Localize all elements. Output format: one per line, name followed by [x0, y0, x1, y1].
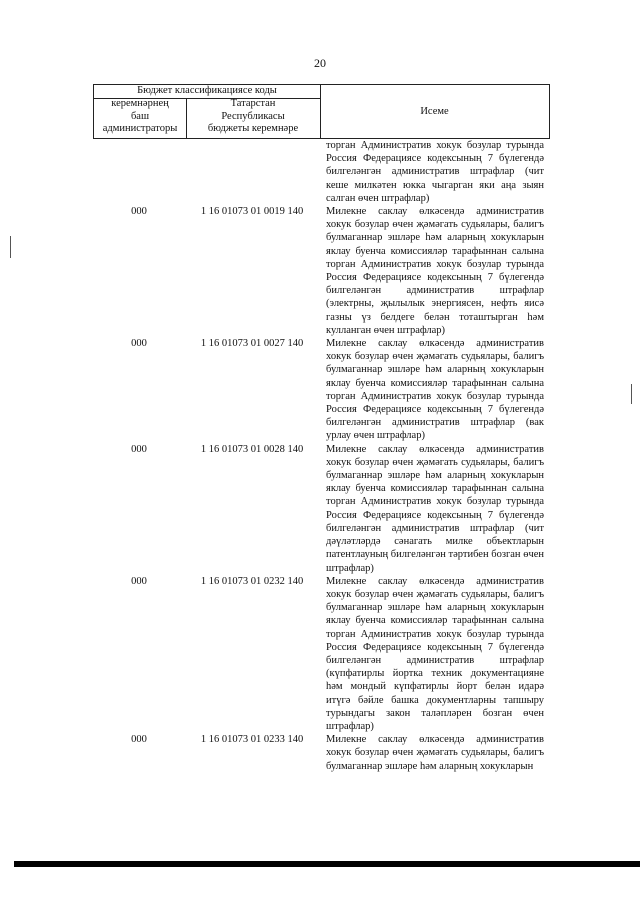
scan-edge-bar: [14, 861, 640, 867]
row-description: торган Административ хокук бозулар турында Россия Федерациясе кодексының 7 бүлегендә билгеләнгән административ штрафлар (чит кеше милкәтен юкка чыгарган яки аңа зыян салган өчен штрафлар): [326, 140, 544, 204]
table-row: [93, 139, 550, 205]
header-chief-administrator: [94, 98, 187, 138]
row-revenue-code: 1 16 01073 01 0027 140: [200, 338, 304, 350]
table-body: [93, 139, 550, 773]
table-header: [93, 84, 550, 139]
row-description: Милекне саклау өлкәсендә административ хокук бозулар өчен җәмәгать судьялары, балигъ булмаганнар эшләре һәм аларның хокукларын яклау буенча комиссияләр тарафыннан салына торган Административ хокук бозулар турында Россия Федерациясе кодексының 7 бүлегендә билгеләнгән административ штрафлар (вак урлау өчен штрафлар): [326, 338, 544, 442]
header-budget-classification-code: Бюджет классификациясе коды: [94, 85, 321, 99]
scan-margin-mark: [10, 236, 11, 258]
page-number: 20: [314, 56, 326, 70]
row-revenue-code: 1 16 01073 01 0232 140: [200, 575, 304, 587]
header-name: Исеме: [420, 106, 449, 117]
header-code-line-3: бюджеты керемнәре: [207, 123, 299, 134]
scan-margin-mark: [631, 384, 632, 404]
table-row: [93, 733, 550, 773]
header-budget-revenue-code: [186, 98, 321, 138]
header-code-line-2: Республикасы: [221, 110, 285, 122]
row-description: Милекне саклау өлкәсендә административ хокук бозулар өчен җәмәгать судьялары, балигъ булмаганнар эшләре һәм аларның хокукларын: [326, 734, 544, 772]
header-admin-line-1: керемнәрнең: [111, 98, 169, 109]
header-admin-line-2: баш: [130, 110, 150, 122]
table-row: [93, 337, 550, 443]
header-code-line-1: Татарстан: [230, 98, 276, 109]
row-revenue-code: 1 16 01073 01 0028 140: [200, 443, 304, 455]
table-row: [93, 205, 550, 337]
row-admin-code: 000: [131, 206, 147, 218]
row-admin-code: 000: [131, 338, 147, 350]
row-description: Милекне саклау өлкәсендә административ хокук бозулар өчен җәмәгать судьялары, балигъ булмаганнар эшләре һәм аларның хокукларын яклау буенча комиссияләр тарафыннан салына торган Административ хокук бозулар турында Россия Федерациясе кодексының 7 бүлегендә билгеләнгән административ штрафлар (электрны, җылылык энергиясен, нефть яисә газны үз белдеге белән тоташтырган һәм кулланган өчен штрафлар): [326, 206, 544, 336]
row-description: Милекне саклау өлкәсендә административ хокук бозулар өчен җәмәгать судьялары, балигъ булмаганнар эшләре һәм аларның хокукларын яклау буенча комиссияләр тарафыннан салына торган Административ хокук бозулар турында Россия Федерациясе кодексының 7 бүлегендә билгеләнгән административ штрафлар (күпфатирлы йортка техник документацияне һәм мондый күпфатирлы йорт белән идарә итүгә бәйле башка документларны тапшыру турындагы закон таләпләрен бозган өчен штрафлар): [326, 575, 544, 732]
table-row: [93, 575, 550, 733]
row-revenue-code: 1 16 01073 01 0019 140: [200, 206, 304, 218]
row-admin-code: 000: [131, 443, 147, 455]
header-admin-line-3: администраторы: [102, 123, 178, 134]
row-revenue-code: 1 16 01073 01 0233 140: [200, 734, 304, 746]
table-row: [93, 443, 550, 575]
row-description: Милекне саклау өлкәсендә административ хокук бозулар өчен җәмәгать судьялары, балигъ булмаганнар эшләре һәм аларның хокукларын яклау буенча комиссияләр тарафыннан салына торган Административ хокук бозулар турында Россия Федерациясе кодексының 7 бүлегендә билгеләнгән административ штрафлар (чит дәүләтләрдә сәнагать милке объектларын патентлауның билгеләнгән тәртибен бозган өчен штрафлар): [326, 443, 544, 574]
row-admin-code: 000: [131, 575, 147, 587]
row-admin-code: 000: [131, 734, 147, 746]
